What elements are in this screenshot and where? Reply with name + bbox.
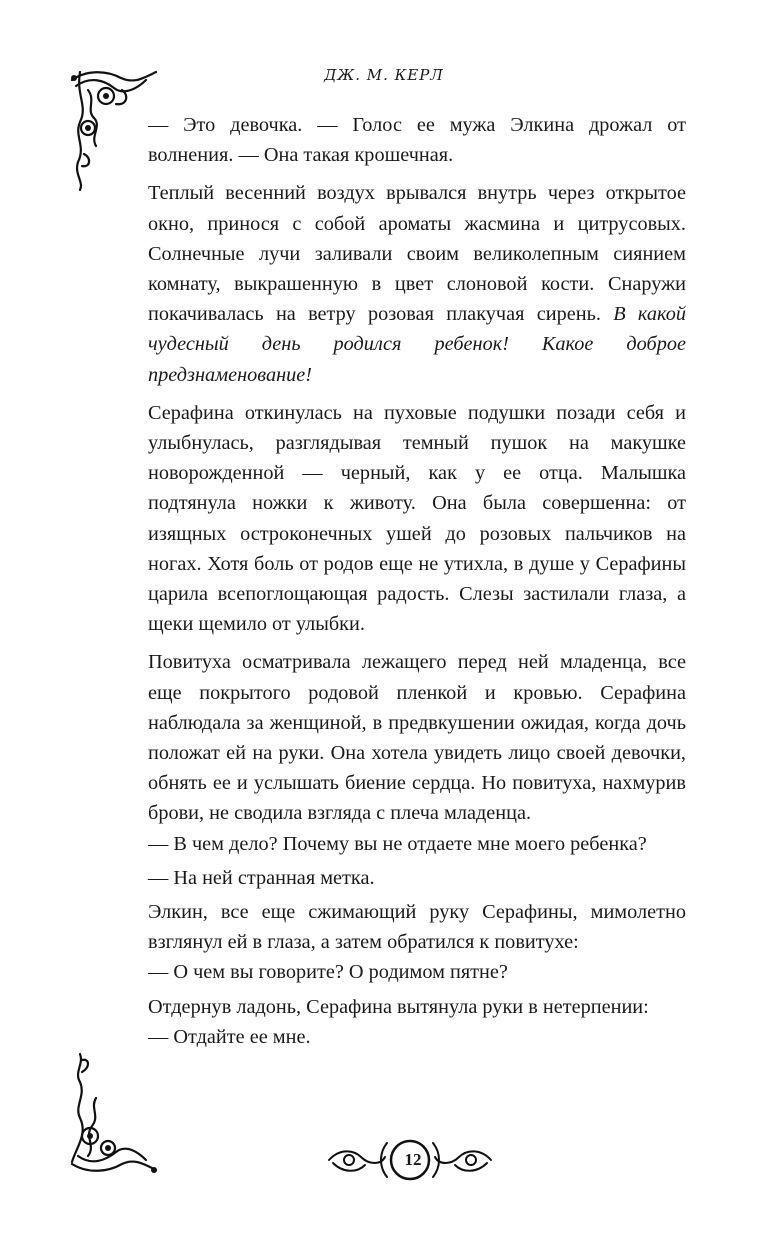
paragraph: — О чем вы говорите? О родимом пятне?: [148, 961, 508, 984]
paragraph-text: Теплый весенний воздух врывался внутрь через открытое окно, принося с собой ароматы жасмина и цитрусовых. Солнечные лучи заливали своим великолепным сиянием комнату, выкрашенную в цвет слоновой кости. Снаружи покачивалась на ветру розовая плакучая сирень.: [148, 182, 686, 326]
paragraph: — В чем дело? Почему вы не отдаете мне моего ребенка?: [148, 832, 647, 855]
paragraph: — Это девочка. — Голос ее мужа Элкина дрожал от волнения. — Она такая крошечная.: [148, 114, 686, 167]
italic-thought: В какой чудесный день родился ребенок! Какое доброе предзнаменование!: [148, 303, 686, 386]
corner-ornament-bottom-icon: [66, 1052, 161, 1177]
page-number: 12: [404, 1150, 422, 1169]
paragraph: — Отдайте ее мне.: [148, 1025, 311, 1048]
body-text: [148, 110, 686, 1052]
paragraph: Элкин, все еще сжимающий руку Серафины, мимолетно взглянул ей в глаза, а затем обратился к повитухе:: [148, 901, 686, 954]
paragraph: — На ней странная метка.: [148, 866, 375, 889]
paragraph: Повитуха осматривала лежащего перед ней младенца, все еще покрытого родовой пленкой и кровью. Серафина наблюдала за женщиной, в предвкушении ожидая, когда дочь положат ей на руки. Она хотела увидеть лицо своей девочки, обнять ее и услышать биение сердца. Но повитуха, нахмурив брови, не сводила взгляда с плеча младенца.: [148, 651, 686, 825]
running-header: ДЖ. М. КЕРЛ: [324, 66, 444, 84]
corner-ornament-top-icon: [66, 66, 161, 191]
paragraph: [148, 178, 686, 389]
paragraph: Отдернув ладонь, Серафина вытянула руки в нетерпении:: [148, 995, 649, 1018]
paragraph: Серафина откинулась на пуховые подушки позади себя и улыбнулась, разглядывая темный пушок на макушке новорожденной — черный, как у ее отца. Малышка подтянула ножки к животу. Она была совершенна: от изящных остроконечных ушей до розовых пальчиков на ногах. Хотя боль от родов еще не утихла, в душе у Серафины царила всепоглощающая радость. Слезы застилали глаза, а щеки щемило от улыбки.: [148, 401, 686, 636]
